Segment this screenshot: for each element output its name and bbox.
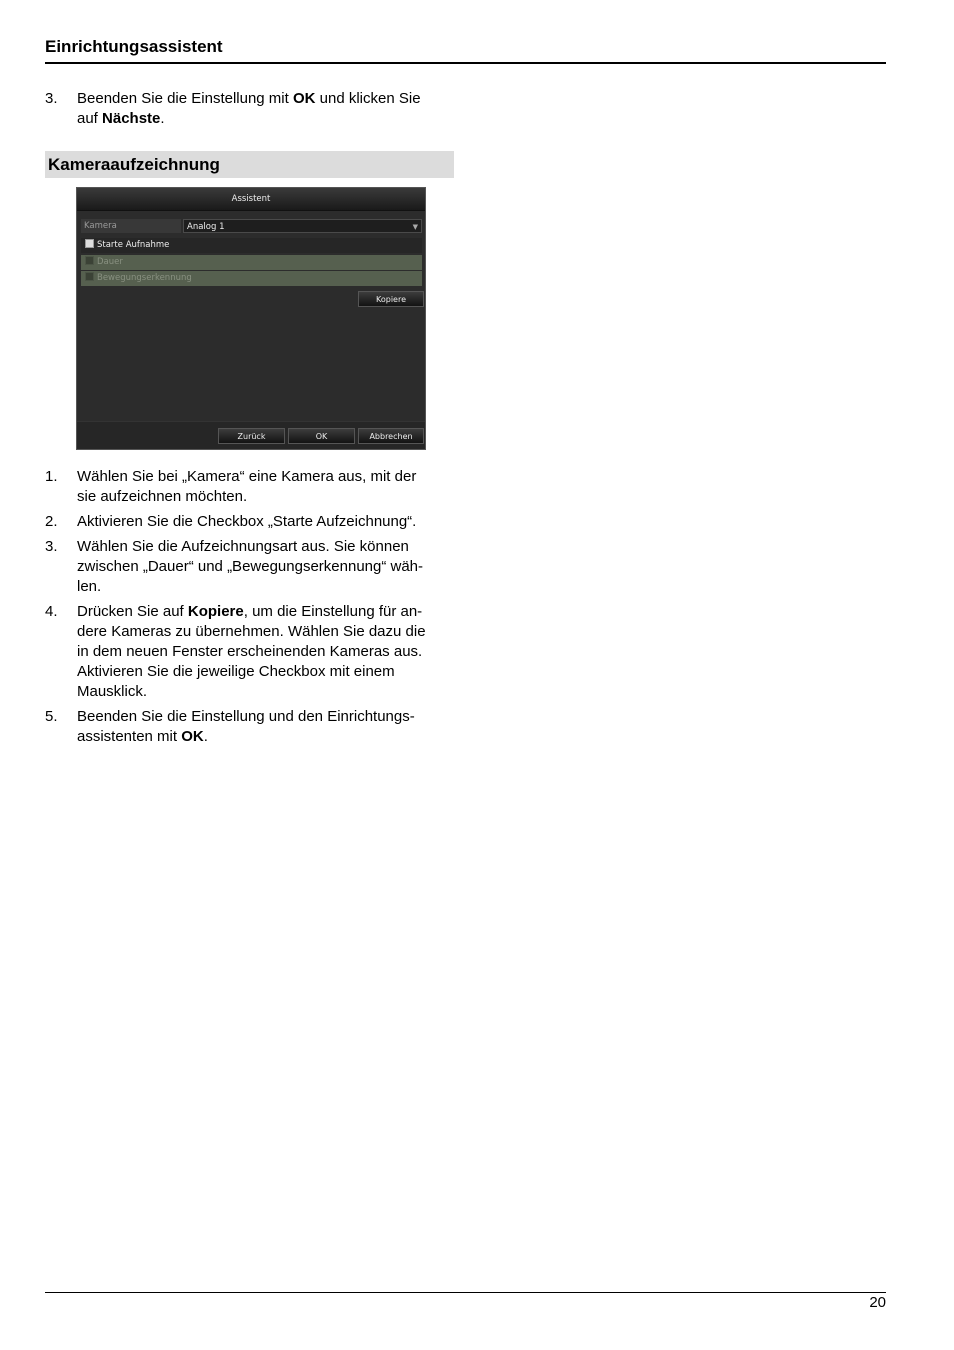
cancel-button[interactable]: Abbrechen — [358, 428, 424, 444]
option-motion-label: Bewegungserkennung — [97, 273, 192, 283]
page-number: 20 — [869, 1294, 886, 1311]
section-heading: Kameraaufzeichnung — [45, 151, 454, 178]
list-item: 4. Drücken Sie auf Kopiere, um die Einstellung für an- dere Kameras zu übernehmen. Wählen Sie dazu die in dem neuen Fenster erscheinenden Kameras aus. Aktivieren Sie die jeweilige Checkbox mit einem Mausklick. — [45, 603, 426, 700]
start-recording-label: Starte Aufnahme — [97, 240, 170, 250]
list-item: 3. Beenden Sie die Einstellung mit OK und klicken Sie auf Nächste. — [45, 90, 421, 127]
option-dauer-label: Dauer — [97, 257, 123, 267]
option-motion-row[interactable] — [81, 271, 422, 286]
chevron-down-icon: ▼ — [412, 223, 418, 231]
camera-label: Kamera — [81, 219, 181, 233]
option-dauer-row[interactable] — [81, 255, 422, 270]
camera-select-value: Analog 1 — [187, 222, 225, 232]
camera-row — [81, 219, 422, 233]
copy-button[interactable]: Kopiere — [358, 291, 424, 307]
list-item: 3. Wählen Sie die Aufzeichnungsart aus. Sie können zwischen „Dauer“ und „Bewegungserkennung“ wäh- len. — [45, 538, 424, 595]
dialog-title: Assistent — [77, 188, 425, 211]
steps-list — [45, 467, 455, 752]
camera-select[interactable] — [183, 219, 422, 233]
footer-rule — [45, 1292, 886, 1293]
option-dauer-checkbox[interactable] — [85, 256, 94, 265]
list-item: 5. Beenden Sie die Einstellung und den Einrichtungs- assistenten mit OK. — [45, 708, 415, 745]
ok-button[interactable]: OK — [288, 428, 355, 444]
start-recording-row[interactable] — [81, 238, 422, 253]
start-recording-checkbox[interactable] — [85, 239, 94, 248]
header-rule — [45, 62, 886, 64]
list-item: 2. Aktivieren Sie die Checkbox „Starte Aufzeichnung“. — [45, 513, 417, 530]
option-motion-checkbox[interactable] — [85, 272, 94, 281]
intro-list — [45, 89, 455, 134]
list-item: 1. Wählen Sie bei „Kamera“ eine Kamera aus, mit der sie aufzeichnen möchten. — [45, 468, 417, 505]
page-header-title: Einrichtungsassistent — [45, 37, 223, 56]
list-number: 3. — [45, 90, 58, 107]
back-button[interactable]: Zurück — [218, 428, 285, 444]
assistant-dialog-screenshot — [76, 187, 426, 450]
